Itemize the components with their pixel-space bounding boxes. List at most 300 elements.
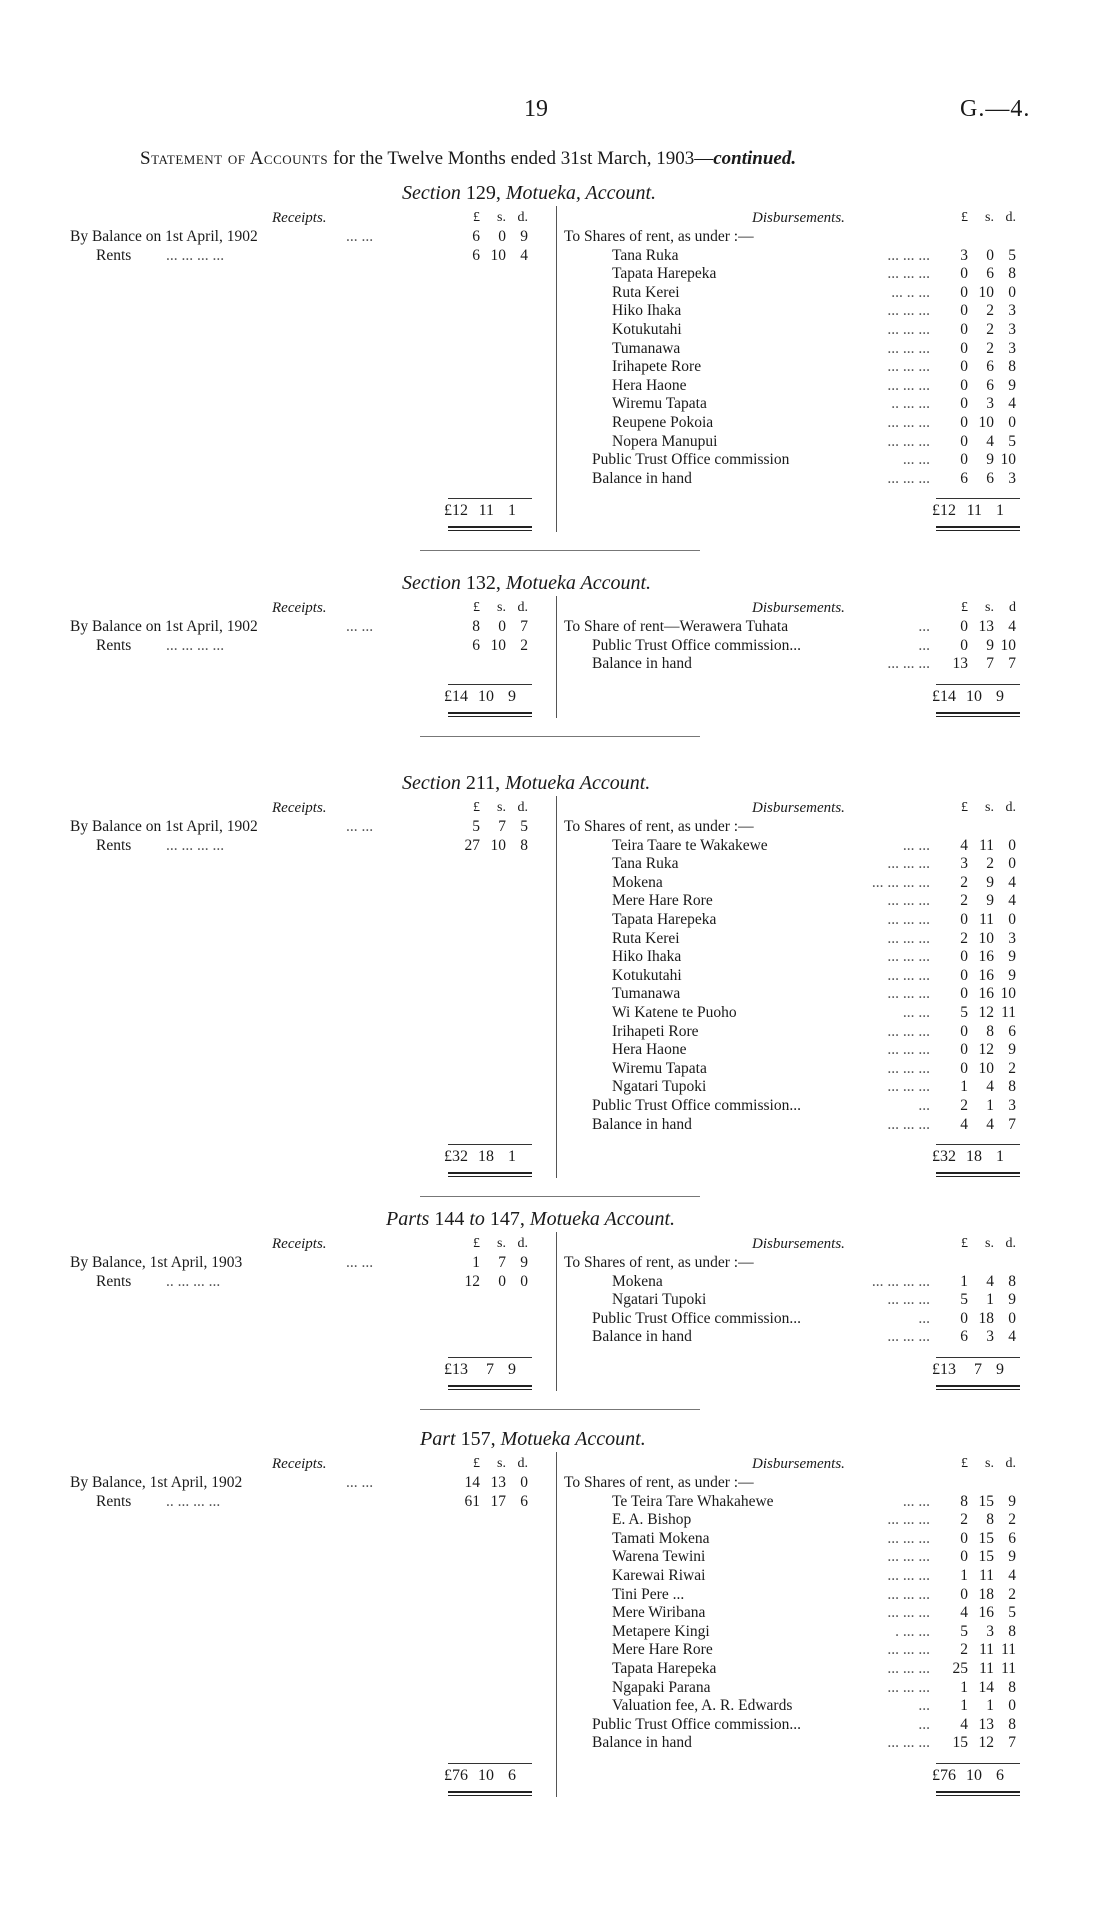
receipts-total	[440, 688, 540, 706]
account-section	[0, 772, 1114, 1166]
disbursement-amount-pence: 8	[1008, 358, 1016, 376]
disbursement-amount-pence: 7	[1008, 1734, 1016, 1752]
disbursement-amount-pounds: 0	[960, 376, 968, 394]
disbursement-leader-dots: ... ... ...	[887, 1641, 930, 1659]
disbursement-amount-shillings: 12	[978, 1734, 994, 1752]
disbursement-label: To Share of rent—Werawera Tuhata	[564, 618, 789, 635]
disbursement-amount	[940, 1023, 1040, 1041]
disbursement-label: Mere Hare Rore	[612, 892, 713, 910]
currency-label: £	[961, 1456, 968, 1471]
disbursement-amount-shillings: 3	[986, 395, 994, 413]
column-divider	[556, 1232, 557, 1391]
receipt-label: By Balance on 1st April, 1902	[70, 818, 258, 835]
receipts-total-rule	[448, 526, 532, 528]
currency-label: £	[473, 600, 480, 615]
receipts-subtotal-rule	[448, 684, 532, 685]
disbursement-amount	[940, 967, 1040, 985]
disbursement-leader-dots: ... ... ...	[887, 948, 930, 966]
disbursement-label: Tumanawa	[612, 985, 681, 1003]
disbursements-total-rule	[936, 1385, 1020, 1387]
disbursement-leader-dots: ... ... ...	[887, 1078, 930, 1096]
section-title-name: Motueka, Account.	[505, 182, 657, 204]
currency-label: d.	[517, 1456, 528, 1471]
disbursement-amount-pounds: 0	[960, 265, 968, 283]
disbursement-leader-dots: ... .. ...	[891, 283, 930, 301]
receipt-label: By Balance, 1st April, 1903	[70, 1254, 243, 1271]
disbursement-label: Public Trust Office commission	[592, 451, 790, 469]
disbursement-label: Ngapaki Parana	[612, 1678, 711, 1696]
disbursement-amount-pounds: 0	[960, 1548, 968, 1566]
disbursement-label: Balance in hand	[592, 1115, 692, 1133]
disbursement-amount-pence: 0	[1008, 1697, 1016, 1715]
disbursement-amount-pence: 10	[1000, 451, 1016, 469]
disbursement-label: Hiko Ihaka	[612, 948, 682, 966]
disbursement-label: Public Trust Office commission...	[592, 1309, 801, 1327]
disbursement-amount-shillings: 16	[978, 966, 994, 984]
disbursement-label: Te Teira Tare Whakahewe	[612, 1492, 774, 1510]
disbursement-leader-dots: ... ... ... ...	[871, 1272, 930, 1290]
disbursement-amount	[940, 1511, 1040, 1529]
disbursements-total-pounds: £76	[932, 1767, 956, 1784]
disbursement-leader-dots: ... ... ...	[887, 1059, 930, 1077]
disbursement-leader-dots: ...	[918, 1715, 930, 1733]
disbursement-amount	[940, 433, 1040, 451]
disbursements-subtotal-rule	[936, 498, 1020, 499]
disbursements-total	[928, 502, 1028, 520]
receipt-leader-dots: .. ... ... ...	[166, 1492, 221, 1510]
disbursement-leader-dots: ... ... ...	[887, 469, 930, 487]
disbursements-total-pounds: £13	[932, 1361, 956, 1378]
disbursements-total-pence: 9	[996, 1361, 1004, 1378]
currency-label: £	[961, 600, 968, 615]
receipt-row	[96, 637, 131, 655]
disbursements-currency-header	[940, 210, 1040, 226]
receipt-amount-pence: 2	[520, 636, 528, 654]
disbursements-total-rule	[936, 1791, 1020, 1793]
disbursement-amount-pounds: 0	[960, 911, 968, 928]
disbursements-total-pounds: £32	[932, 1148, 956, 1166]
disbursement-amount-pence: 4	[1008, 892, 1016, 910]
section-separator	[420, 550, 700, 551]
receipts-total-rule-2	[448, 716, 532, 717]
receipts-header: Receipts.	[272, 1236, 327, 1252]
disbursement-amount-pence: 8	[1008, 1078, 1016, 1096]
disbursements-total-pounds: £12	[932, 502, 956, 520]
disbursement-leader-dots: ... ... ...	[887, 1548, 930, 1566]
disbursement-amount-pence: 7	[1008, 655, 1016, 673]
section-title-name: Motueka Account.	[500, 1428, 646, 1450]
disbursement-amount	[940, 414, 1040, 432]
disbursement-leader-dots: ... ...	[902, 1004, 930, 1021]
receipt-row	[96, 1493, 131, 1511]
disbursement-label: Ngatari Tupoki	[612, 1291, 707, 1309]
disbursement-amount-shillings: 8	[986, 1022, 994, 1040]
disbursement-amount-pence: 9	[1008, 376, 1016, 394]
column-divider	[556, 796, 557, 1178]
disbursement-label: To Shares of rent, as under :—	[564, 818, 754, 835]
disbursement-amount-pence: 9	[1008, 1041, 1016, 1059]
receipt-amount-shillings: 10	[490, 836, 506, 854]
section-title-prefix: Parts	[386, 1208, 430, 1230]
disbursement-leader-dots: ... ... ...	[887, 1328, 930, 1346]
disbursement-amount	[940, 1660, 1040, 1678]
disbursement-leader-dots: ... ... ...	[887, 432, 930, 450]
receipts-total-rule-2	[448, 1795, 532, 1796]
disbursement-amount-pence: 6	[1008, 1529, 1016, 1547]
receipts-total-pence: 1	[508, 502, 516, 520]
disbursement-amount-pounds: 0	[960, 948, 968, 966]
disbursement-label: Mokena	[612, 873, 663, 891]
currency-label: s.	[497, 800, 506, 815]
disbursement-amount-pounds: 2	[960, 873, 968, 891]
disbursement-amount-pence: 3	[1008, 929, 1016, 947]
currency-label: s.	[985, 1456, 994, 1471]
disbursement-amount-shillings: 9	[986, 636, 994, 654]
disbursement-amount-shillings: 1	[986, 1291, 994, 1309]
receipts-total-rule-2	[448, 1176, 532, 1177]
disbursement-leader-dots: ... ... ...	[887, 1291, 930, 1309]
currency-label: £	[961, 800, 968, 815]
disbursement-amount	[940, 892, 1040, 910]
disbursement-leader-dots: ... ... ...	[887, 1678, 930, 1696]
receipt-label: Rents	[96, 636, 132, 654]
disbursements-header: Disbursements.	[752, 1236, 845, 1252]
statement-title	[140, 148, 796, 170]
receipts-header: Receipts.	[272, 600, 327, 616]
disbursement-amount-pence: 11	[1001, 1641, 1016, 1659]
disbursement-amount	[940, 930, 1040, 948]
receipt-label: Rents	[96, 836, 132, 854]
receipts-total	[440, 1361, 540, 1379]
disbursement-amount-shillings: 6	[986, 376, 994, 394]
disbursement-label: Tamati Mokena	[612, 1529, 710, 1547]
disbursement-amount-pence: 9	[1008, 948, 1016, 966]
receipts-total-rule	[448, 1791, 532, 1793]
disbursement-amount-shillings: 4	[986, 1272, 994, 1290]
disbursement-amount-shillings: 0	[986, 246, 994, 264]
disbursement-amount	[940, 284, 1040, 302]
disbursement-amount	[940, 655, 1040, 673]
disbursement-amount-pence: 11	[1001, 1660, 1016, 1677]
disbursement-label: Tapata Harepeka	[612, 1660, 717, 1677]
receipt-amount	[452, 818, 552, 836]
disbursement-amount-pounds: 0	[960, 1529, 968, 1547]
disbursement-amount-pounds: 0	[960, 1309, 968, 1327]
receipts-total-pounds: £32	[444, 1148, 468, 1166]
disbursement-amount-pence: 11	[1001, 1004, 1016, 1021]
disbursements-total-rule	[936, 526, 1020, 528]
disbursement-amount-shillings: 8	[986, 1511, 994, 1529]
disbursement-label: Hiko Ihaka	[612, 302, 682, 320]
disbursement-amount	[940, 265, 1040, 283]
disbursement-amount	[940, 1041, 1040, 1059]
disbursements-total-rule-2	[936, 1176, 1020, 1177]
currency-label: s.	[497, 210, 506, 225]
section-separator	[420, 1409, 700, 1410]
disbursement-amount-pounds: 0	[960, 339, 968, 357]
disbursement-label: Wiremu Tapata	[612, 1059, 707, 1077]
disbursement-amount	[940, 1328, 1040, 1346]
section-title	[386, 1208, 675, 1231]
disbursement-amount-shillings: 13	[978, 1715, 994, 1733]
disbursement-amount-pence: 8	[1008, 1715, 1016, 1733]
section-title	[402, 572, 651, 595]
disbursement-amount-pence: 5	[1008, 246, 1016, 264]
section-title-number-2: 147,	[484, 1208, 530, 1230]
disbursement-label: Balance in hand	[592, 1734, 692, 1752]
receipt-amount-pence: 8	[520, 836, 528, 854]
disbursements-total-rule-2	[936, 1389, 1020, 1390]
disbursements-total-shillings: 10	[966, 687, 982, 705]
disbursement-amount-shillings: 4	[986, 1115, 994, 1133]
receipt-row	[96, 1273, 131, 1291]
disbursement-amount	[940, 985, 1040, 1003]
disbursement-amount	[940, 1567, 1040, 1585]
disbursement-amount-pence: 5	[1008, 432, 1016, 450]
disbursement-amount-pounds: 0	[960, 395, 968, 413]
disbursement-amount	[940, 1623, 1040, 1641]
column-divider	[556, 206, 557, 532]
disbursement-label: Hera Haone	[612, 1041, 687, 1059]
receipt-amount-pounds: 5	[472, 818, 480, 835]
column-divider	[556, 596, 557, 718]
disbursement-amount-pence: 0	[1008, 911, 1016, 928]
disbursement-amount-shillings: 11	[979, 1641, 994, 1659]
receipt-amount-pence: 9	[520, 228, 528, 245]
disbursement-amount-shillings: 2	[986, 302, 994, 320]
disbursement-amount-pence: 0	[1008, 855, 1016, 873]
disbursement-amount-shillings: 9	[986, 892, 994, 910]
section-title-number: 144	[429, 1208, 470, 1230]
receipts-total-shillings: 10	[478, 1767, 494, 1784]
receipts-total-pence: 9	[508, 1361, 516, 1378]
disbursement-leader-dots: ... ... ...	[887, 1604, 930, 1622]
disbursement-leader-dots: ... ... ...	[887, 1585, 930, 1603]
disbursement-label: Tapata Harepeka	[612, 265, 717, 283]
disbursement-amount-shillings: 18	[978, 1585, 994, 1603]
currency-label: d.	[517, 210, 528, 225]
receipt-amount-shillings: 0	[498, 618, 506, 635]
currency-label: d.	[1005, 1236, 1016, 1251]
section-title-prefix: Section	[402, 182, 461, 204]
receipt-amount-pence: 6	[520, 1492, 528, 1510]
receipts-total	[440, 1148, 540, 1166]
disbursement-amount-pounds: 0	[960, 1059, 968, 1077]
disbursements-header: Disbursements.	[752, 210, 845, 226]
disbursement-label: Mere Wiribana	[612, 1604, 706, 1622]
receipt-amount	[452, 1493, 552, 1511]
disbursement-amount-shillings: 12	[978, 1004, 994, 1021]
disbursement-amount	[940, 1493, 1040, 1511]
currency-label: d.	[517, 600, 528, 615]
disbursement-leader-dots: ... ... ...	[887, 358, 930, 376]
disbursement-amount-shillings: 10	[978, 929, 994, 947]
section-title-number: 132,	[460, 572, 506, 594]
disbursement-label: Wiremu Tapata	[612, 395, 707, 413]
account-section	[0, 182, 1114, 520]
section-title-number: 129,	[460, 182, 506, 204]
disbursement-amount-pence: 4	[1008, 1567, 1016, 1584]
disbursement-amount	[940, 302, 1040, 320]
disbursement-amount	[940, 451, 1040, 469]
disbursement-amount	[940, 855, 1040, 873]
disbursement-label: Teira Taare te Wakakewe	[612, 836, 768, 854]
disbursement-amount	[940, 948, 1040, 966]
disbursement-amount-pounds: 5	[960, 1004, 968, 1021]
disbursements-total-pounds: £14	[932, 687, 956, 705]
disbursements-subtotal-rule	[936, 1763, 1020, 1764]
disbursement-amount-pounds: 13	[952, 655, 968, 673]
disbursements-total-rule	[936, 1172, 1020, 1174]
receipts-total-shillings: 10	[478, 687, 494, 705]
receipts-subtotal-rule	[448, 1763, 532, 1764]
receipt-amount-pence: 0	[520, 1474, 528, 1491]
section-title-name: to	[469, 1208, 485, 1230]
receipts-header: Receipts.	[272, 800, 327, 816]
disbursement-amount-shillings: 3	[986, 1328, 994, 1346]
disbursement-amount-pence: 9	[1008, 966, 1016, 984]
disbursement-label: Kotukutahi	[612, 966, 682, 984]
disbursement-label: Tana Ruka	[612, 246, 679, 264]
currency-label: d.	[1005, 800, 1016, 815]
disbursement-amount-pounds: 5	[960, 1291, 968, 1309]
disbursement-amount-pounds: 0	[960, 432, 968, 450]
disbursement-amount	[940, 1060, 1040, 1078]
receipt-amount-shillings: 13	[490, 1474, 506, 1491]
receipt-amount-pounds: 12	[464, 1272, 480, 1290]
disbursement-amount-pounds: 3	[960, 246, 968, 264]
disbursement-label: E. A. Bishop	[612, 1511, 692, 1529]
disbursement-amount-pounds: 2	[960, 929, 968, 947]
receipt-amount-pounds: 6	[472, 228, 480, 245]
disbursement-leader-dots: ... ... ...	[887, 929, 930, 947]
disbursement-label: Ngatari Tupoki	[612, 1078, 707, 1096]
disbursements-currency-header	[940, 1236, 1040, 1252]
receipt-label: Rents	[96, 1272, 132, 1290]
disbursement-amount-pounds: 0	[960, 1585, 968, 1603]
receipt-leader-dots: ... ...	[346, 618, 374, 635]
disbursement-leader-dots: ... ... ...	[887, 655, 930, 673]
disbursement-label: Kotukutahi	[612, 321, 682, 338]
disbursement-leader-dots: ... ... ...	[887, 339, 930, 357]
title-smallcaps: Statement of Accounts	[140, 148, 329, 169]
receipt-amount-pence: 0	[520, 1272, 528, 1290]
disbursement-leader-dots: ... ... ... ...	[871, 873, 930, 891]
disbursement-amount-pence: 8	[1008, 1622, 1016, 1640]
receipt-amount	[452, 228, 552, 246]
currency-label: d	[1009, 600, 1016, 615]
disbursements-header: Disbursements.	[752, 600, 845, 616]
disbursements-total-rule-2	[936, 530, 1020, 531]
disbursement-leader-dots: ... ... ...	[887, 246, 930, 264]
disbursement-leader-dots: ... ...	[902, 836, 930, 854]
disbursement-leader-dots: ... ... ...	[887, 855, 930, 873]
disbursement-label: To Shares of rent, as under :—	[564, 228, 754, 245]
disbursement-amount-pence: 3	[1008, 339, 1016, 357]
receipt-row	[70, 618, 258, 636]
receipts-total-pounds: £14	[444, 687, 468, 705]
receipt-leader-dots: ... ... ... ...	[166, 636, 225, 654]
disbursements-header: Disbursements.	[752, 800, 845, 816]
receipt-amount	[452, 618, 552, 636]
currency-label: s.	[985, 210, 994, 225]
disbursement-amount-pence: 4	[1008, 618, 1016, 635]
account-section	[0, 572, 1114, 705]
receipt-row	[70, 1254, 242, 1272]
disbursement-leader-dots: ...	[918, 1309, 930, 1327]
receipts-total	[440, 1767, 540, 1785]
disbursement-amount-pounds: 4	[960, 1604, 968, 1622]
disbursement-label: Irihapete Rore	[612, 358, 702, 376]
disbursement-amount-pounds: 1	[960, 1078, 968, 1096]
disbursement-amount-pounds: 6	[960, 1328, 968, 1346]
receipts-total-shillings: 7	[486, 1361, 494, 1378]
disbursement-leader-dots: ... ... ...	[887, 985, 930, 1003]
disbursement-amount	[940, 470, 1040, 488]
receipt-amount	[452, 1474, 552, 1492]
currency-label: d.	[517, 1236, 528, 1251]
disbursement-leader-dots: ... ... ...	[887, 414, 930, 431]
disbursement-label: To Shares of rent, as under :—	[564, 1254, 754, 1271]
disbursement-amount-pounds: 8	[960, 1492, 968, 1510]
receipts-total-pounds: £13	[444, 1361, 468, 1378]
disbursements-subtotal-rule	[936, 1357, 1020, 1358]
disbursement-leader-dots: ...	[918, 636, 930, 654]
disbursement-amount-shillings: 13	[978, 618, 994, 635]
disbursement-amount-shillings: 1	[986, 1097, 994, 1114]
receipt-amount-pounds: 1	[472, 1254, 480, 1271]
disbursement-amount-shillings: 6	[986, 358, 994, 376]
receipt-leader-dots: ... ...	[346, 1474, 374, 1491]
receipt-leader-dots: .. ... ... ...	[166, 1272, 221, 1290]
disbursement-leader-dots: ... ... ...	[887, 1529, 930, 1547]
disbursement-leader-dots: ...	[918, 1097, 930, 1114]
disbursements-total-pence: 9	[996, 687, 1004, 705]
disbursement-amount-pence: 8	[1008, 265, 1016, 283]
disbursement-amount-shillings: 3	[986, 1622, 994, 1640]
disbursements-total	[928, 688, 1028, 706]
disbursements-total-shillings: 18	[966, 1148, 982, 1166]
receipt-row	[70, 1474, 242, 1492]
disbursement-amount	[940, 874, 1040, 892]
disbursement-amount-shillings: 15	[978, 1529, 994, 1547]
section-title-name: Motueka Account.	[505, 772, 651, 794]
disbursement-amount-shillings: 12	[978, 1041, 994, 1059]
disbursements-subtotal-rule	[936, 1144, 1020, 1145]
disbursement-amount	[940, 1116, 1040, 1134]
disbursement-amount-shillings: 2	[986, 339, 994, 357]
disbursement-amount-pounds: 15	[952, 1734, 968, 1752]
disbursement-amount-shillings: 2	[986, 321, 994, 338]
disbursement-label: Valuation fee, A. R. Edwards	[612, 1697, 793, 1715]
disbursements-total-pence: 6	[996, 1767, 1004, 1784]
column-divider	[556, 1452, 557, 1797]
disbursement-amount-pence: 9	[1008, 1291, 1016, 1309]
page-number: 19	[524, 96, 548, 122]
disbursement-leader-dots: ...	[918, 618, 930, 635]
disbursements-total	[928, 1767, 1028, 1785]
disbursement-label: Ruta Kerei	[612, 929, 680, 947]
disbursement-amount-pounds: 25	[952, 1660, 968, 1677]
section-title-prefix: Section	[402, 572, 461, 594]
disbursement-amount-shillings: 10	[978, 1059, 994, 1077]
disbursement-amount-pence: 2	[1008, 1511, 1016, 1529]
currency-label: s.	[985, 800, 994, 815]
disbursement-amount-pence: 9	[1008, 1492, 1016, 1510]
section-title	[402, 182, 656, 205]
title-rest: for the Twelve Months ended 31st March, 1903—	[328, 148, 714, 169]
receipts-currency-header	[452, 1236, 552, 1252]
